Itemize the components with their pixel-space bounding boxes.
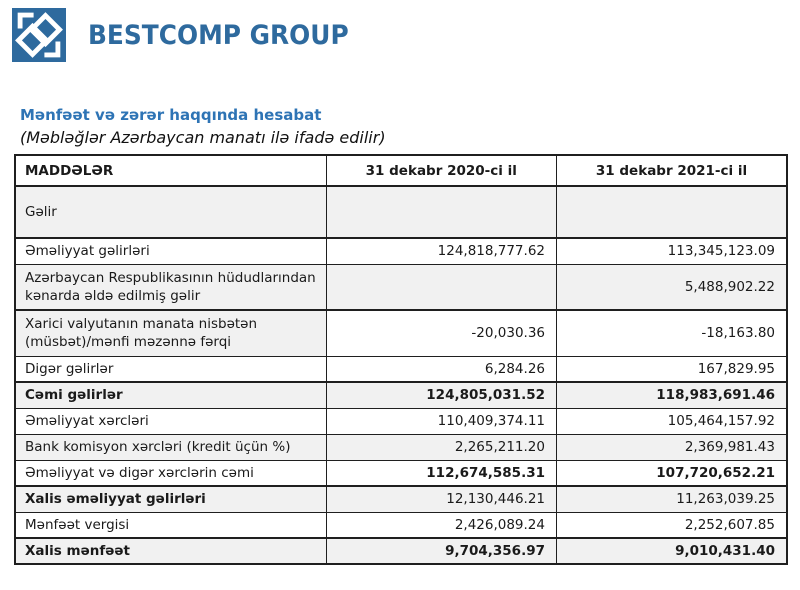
value-2021: -18,163.80 [557,310,788,356]
row-label: Xarici valyutanın manata nisbətən (müsbət)/mənfi məzənnə fərqi [15,310,326,356]
row-label: Bank komisyon xərcləri (kredit üçün %) [15,434,326,460]
table-row [15,512,787,538]
table-row [15,460,787,486]
value-2020: 124,805,031.52 [326,382,557,408]
table-row [15,238,787,264]
table-row [15,186,787,238]
value-2021: 9,010,431.40 [557,538,788,564]
table-header-row [15,155,787,186]
value-2020: 9,704,356.97 [326,538,557,564]
row-label: Azərbaycan Respublikasının hüdudlarından kənarda əldə edilmiş gəlir [15,264,326,310]
row-label: Əməliyyat xərcləri [15,408,326,434]
value-2021: 118,983,691.46 [557,382,788,408]
value-2020: 124,818,777.62 [326,238,557,264]
row-label: Əməliyyat gəlirləri [15,238,326,264]
value-2020: 112,674,585.31 [326,460,557,486]
value-2021: 2,369,981.43 [557,434,788,460]
table-row [15,356,787,382]
value-2021: 5,488,902.22 [557,264,788,310]
table-row [15,382,787,408]
value-2020: -20,030.36 [326,310,557,356]
row-label: Cəmi gəlirlər [15,382,326,408]
value-2020 [326,186,557,238]
value-2021: 167,829.95 [557,356,788,382]
brand-name: BESTCOMP GROUP [88,19,349,51]
value-2020: 110,409,374.11 [326,408,557,434]
row-label: Digər gəlirlər [15,356,326,382]
table-row [15,310,787,356]
value-2021: 2,252,607.85 [557,512,788,538]
value-2021: 113,345,123.09 [557,238,788,264]
table-row [15,538,787,564]
table-row [15,408,787,434]
profit-loss-table [14,154,788,565]
column-header-2020: 31 dekabr 2020-ci il [326,155,557,186]
page-subtitle: (Məbləğlər Azərbaycan manatı ilə ifadə edilir) [20,128,386,147]
column-header-2021: 31 dekabr 2021-ci il [557,155,788,186]
value-2020: 2,265,211.20 [326,434,557,460]
table-row [15,486,787,512]
row-label: Gəlir [15,186,326,238]
value-2021: 11,263,039.25 [557,486,788,512]
bestcomp-logo-icon [12,8,66,62]
value-2020 [326,264,557,310]
table-row [15,264,787,310]
value-2021: 105,464,157.92 [557,408,788,434]
value-2021 [557,186,788,238]
row-label: Əməliyyat və digər xərclərin cəmi [15,460,326,486]
page-title: Mənfəət və zərər haqqında hesabat [20,106,322,124]
column-header-items: MADDƏLƏR [15,155,326,186]
value-2020: 2,426,089.24 [326,512,557,538]
value-2021: 107,720,652.21 [557,460,788,486]
value-2020: 12,130,446.21 [326,486,557,512]
row-label: Xalis mənfəət [15,538,326,564]
value-2020: 6,284.26 [326,356,557,382]
table-row [15,434,787,460]
row-label: Xalis əməliyyat gəlirləri [15,486,326,512]
row-label: Mənfəət vergisi [15,512,326,538]
brand-header [0,0,800,62]
